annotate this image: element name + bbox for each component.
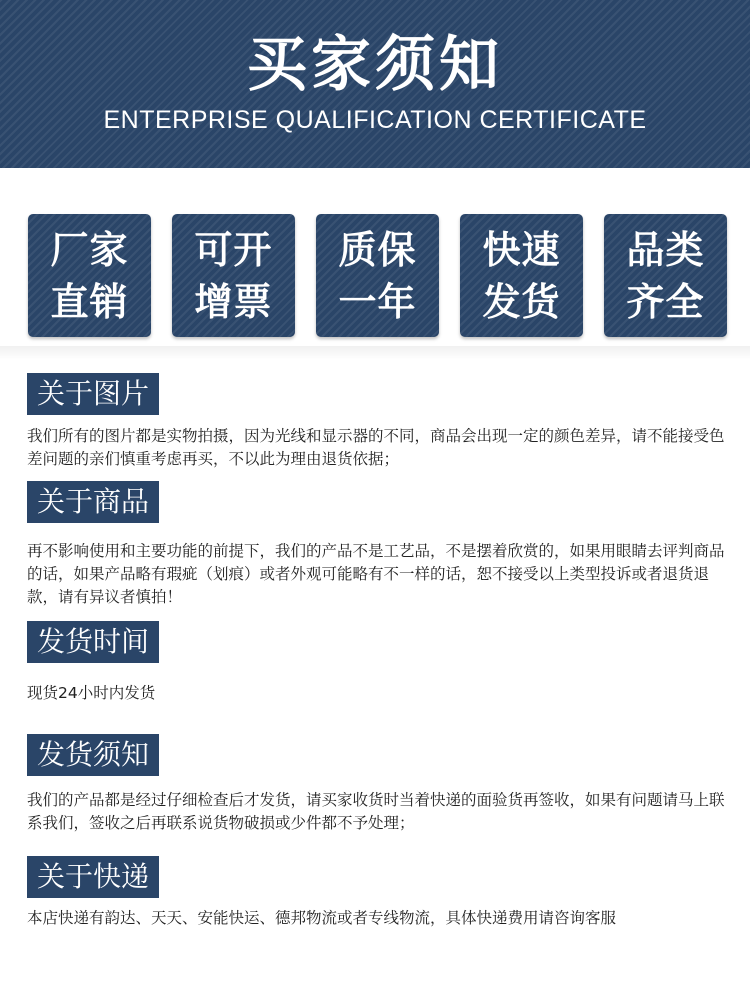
feature-badge-line2: 直销 — [50, 279, 129, 324]
feature-badge-line1: 快速 — [482, 227, 561, 272]
section-body-shipping-notice: 我们的产品都是经过仔细检查后才发货，请买家收货时当着快递的面验货再签收，如果有问题请马上联系我们，签收之后再联系说货物破损或少件都不予处理； — [27, 791, 725, 832]
section-divider — [0, 346, 750, 360]
section-title-shipping-notice: 发货须知 — [27, 734, 159, 776]
feature-badge-line1: 质保 — [338, 227, 417, 272]
section-body-courier: 本店快递有韵达、天天、安能快运、德邦物流或者专线物流，具体快递费用请咨询客服 — [27, 909, 617, 927]
section-body-pictures: 我们所有的图片都是实物拍摄，因为光线和显示器的不同，商品会出现一定的颜色差异，请不能接受色差问题的亲们慎重考虑再买，不以此为理由退货依据； — [27, 427, 725, 468]
feature-badge-full-range — [604, 214, 727, 337]
section-body-shipping-time: 现货24小时内发货 — [27, 684, 156, 702]
header-banner — [0, 0, 750, 168]
feature-badge-line1: 可开 — [194, 227, 273, 272]
section-title-courier: 关于快递 — [27, 856, 159, 898]
feature-badge-factory-direct — [28, 214, 151, 337]
section-body-products: 再不影响使用和主要功能的前提下，我们的产品不是工艺品，不是摆着欣赏的，如果用眼睛去评判商品的话，如果产品略有瑕疵（划痕）或者外观可能略有不一样的话，恕不接受以上类型投诉或者退货退款，请有异议者慎拍！ — [27, 542, 725, 606]
feature-badge-invoice — [172, 214, 295, 337]
feature-badge-line1: 厂家 — [50, 227, 129, 272]
section-title-shipping-time: 发货时间 — [27, 621, 159, 663]
page-title: 买家须知 — [247, 30, 503, 100]
feature-badge-line2: 一年 — [338, 279, 417, 324]
page-subtitle: ENTERPRISE QUALIFICATION CERTIFICATE — [103, 106, 647, 134]
feature-badge-warranty — [316, 214, 439, 337]
feature-badge-line2: 齐全 — [626, 279, 705, 324]
feature-badge-line2: 增票 — [194, 279, 273, 324]
feature-badge-line2: 发货 — [482, 279, 561, 324]
feature-badge-fast-shipping — [460, 214, 583, 337]
section-title-products: 关于商品 — [27, 481, 159, 523]
section-title-pictures: 关于图片 — [27, 373, 159, 415]
feature-badge-line1: 品类 — [626, 227, 705, 272]
